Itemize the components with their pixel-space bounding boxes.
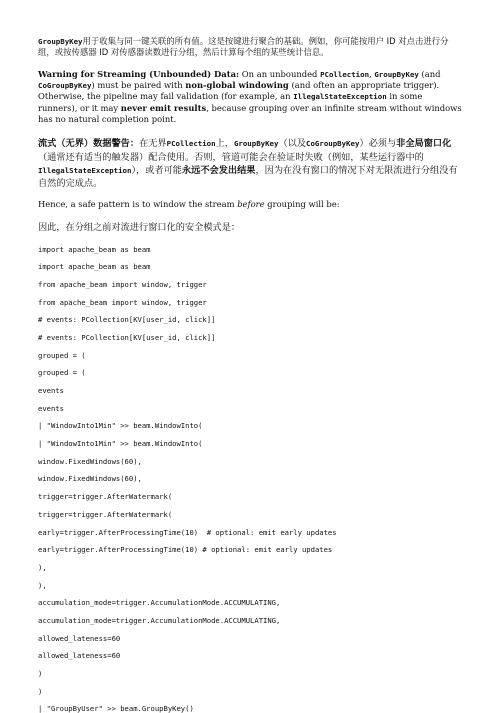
code-line: trigger=trigger.AfterWatermark(	[38, 492, 173, 502]
code-line: allowed_lateness=60	[38, 633, 121, 643]
code-line: # events: PCollection[KV[user_id, click]]	[38, 332, 216, 342]
code-line: accumulation_mode=trigger.AccumulationMode.ACCUMULATING,	[38, 598, 281, 608]
code-line: | "GroupByUser" >> beam.GroupByKey()	[38, 704, 194, 713]
inline-code: CoGroupByKey	[38, 81, 92, 91]
inline-code: PCollection	[166, 139, 216, 149]
code-line: from apache_beam import window, trigger	[38, 279, 207, 289]
safe-pattern-intro-zh: 因此，在分组之前对流进行窗口化的安全模式是：	[38, 222, 241, 234]
code-line: | "WindowInto1Min" >> beam.WindowInto(	[38, 421, 203, 431]
code-line: early=trigger.AfterProcessingTime(10) # optional: emit early updates	[38, 527, 337, 537]
code-line: early=trigger.AfterProcessingTime(10) # optional: emit early updates	[38, 545, 333, 555]
safe-pattern-intro-en: Hence, a safe pattern is to window the stream before grouping will be:	[38, 198, 340, 209]
code-line: import apache_beam as beam	[38, 244, 151, 254]
code-line: grouped = (	[38, 350, 86, 360]
code-line: window.FixedWindows(60),	[38, 456, 142, 466]
inline-code: IllegalStateException	[38, 166, 132, 176]
code-line: events	[38, 386, 64, 396]
code-line: | "WindowInto1Min" >> beam.WindowInto(	[38, 439, 203, 449]
code-block	[38, 245, 462, 713]
code-line: from apache_beam import window, trigger	[38, 297, 207, 307]
streaming-warning-en: Warning for Streaming (Unbounded) Data: On an unbounded PCollection, GroupByKey (and CoGroupByKey) must be paired with non-global windowing (and often an appropriate trigger). Otherwise, the pipeline may fail validation (for example, an IllegalStateException in some runners), or it may never emit results, because grouping over an infinite stream without windows has no natural completion point.	[38, 68, 462, 125]
emphasis: non-global windowing	[185, 80, 289, 91]
code-line: )	[38, 669, 43, 679]
code-line: trigger=trigger.AfterWatermark(	[38, 509, 173, 519]
code-line: # events: PCollection[KV[user_id, click]]	[38, 315, 216, 325]
code-line: accumulation_mode=trigger.AccumulationMode.ACCUMULATING,	[38, 615, 281, 625]
code-line: import apache_beam as beam	[38, 262, 151, 272]
inline-code: PCollection	[320, 69, 370, 79]
groupbykey-description-zh: GroupByKey用于收集与同一键关联的所有值。这是按键进行聚合的基础。例如，你可能按用户 ID 对点击进行分组，或按传感器 ID 对传感器读数进行分组，然后计算每个组的某些统计信息。	[38, 36, 449, 58]
code-line: window.FixedWindows(60),	[38, 474, 142, 484]
inline-code: GroupByKey	[233, 139, 279, 149]
inline-code: GroupByKey	[38, 37, 83, 46]
code-line: grouped = (	[38, 368, 86, 378]
inline-code: GroupByKey	[374, 69, 419, 79]
emphasis: 非全局窗口化	[396, 138, 452, 150]
code-line: ),	[38, 580, 47, 590]
emphasis: before	[237, 198, 265, 209]
code-line: )	[38, 686, 43, 696]
inline-code: IllegalStateException	[293, 92, 387, 102]
streaming-warning-zh: 流式（无界）数据警告：在无界PCollection上，GroupByKey（以及CoGroupByKey）必须与非全局窗口化（通常还有适当的触发器）配合使用。否则，管道可能会在验证时失败（例如，某些运行器中的IllegalStateException），或者可能永远不会发出结果，因为在没有窗口的情况下对无限流进行分组没有自然的完成点。	[38, 138, 458, 190]
emphasis: never emit results	[120, 102, 207, 113]
inline-code: CoGroupByKey	[306, 139, 360, 149]
code-line: allowed_lateness=60	[38, 651, 121, 661]
code-line: events	[38, 403, 64, 413]
emphasis: 永远不会发出结果	[181, 165, 256, 177]
warning-label: Warning for Streaming (Unbounded) Data:	[38, 68, 240, 79]
code-line: ),	[38, 562, 47, 572]
warning-label: 流式（无界）数据警告：	[38, 138, 140, 150]
